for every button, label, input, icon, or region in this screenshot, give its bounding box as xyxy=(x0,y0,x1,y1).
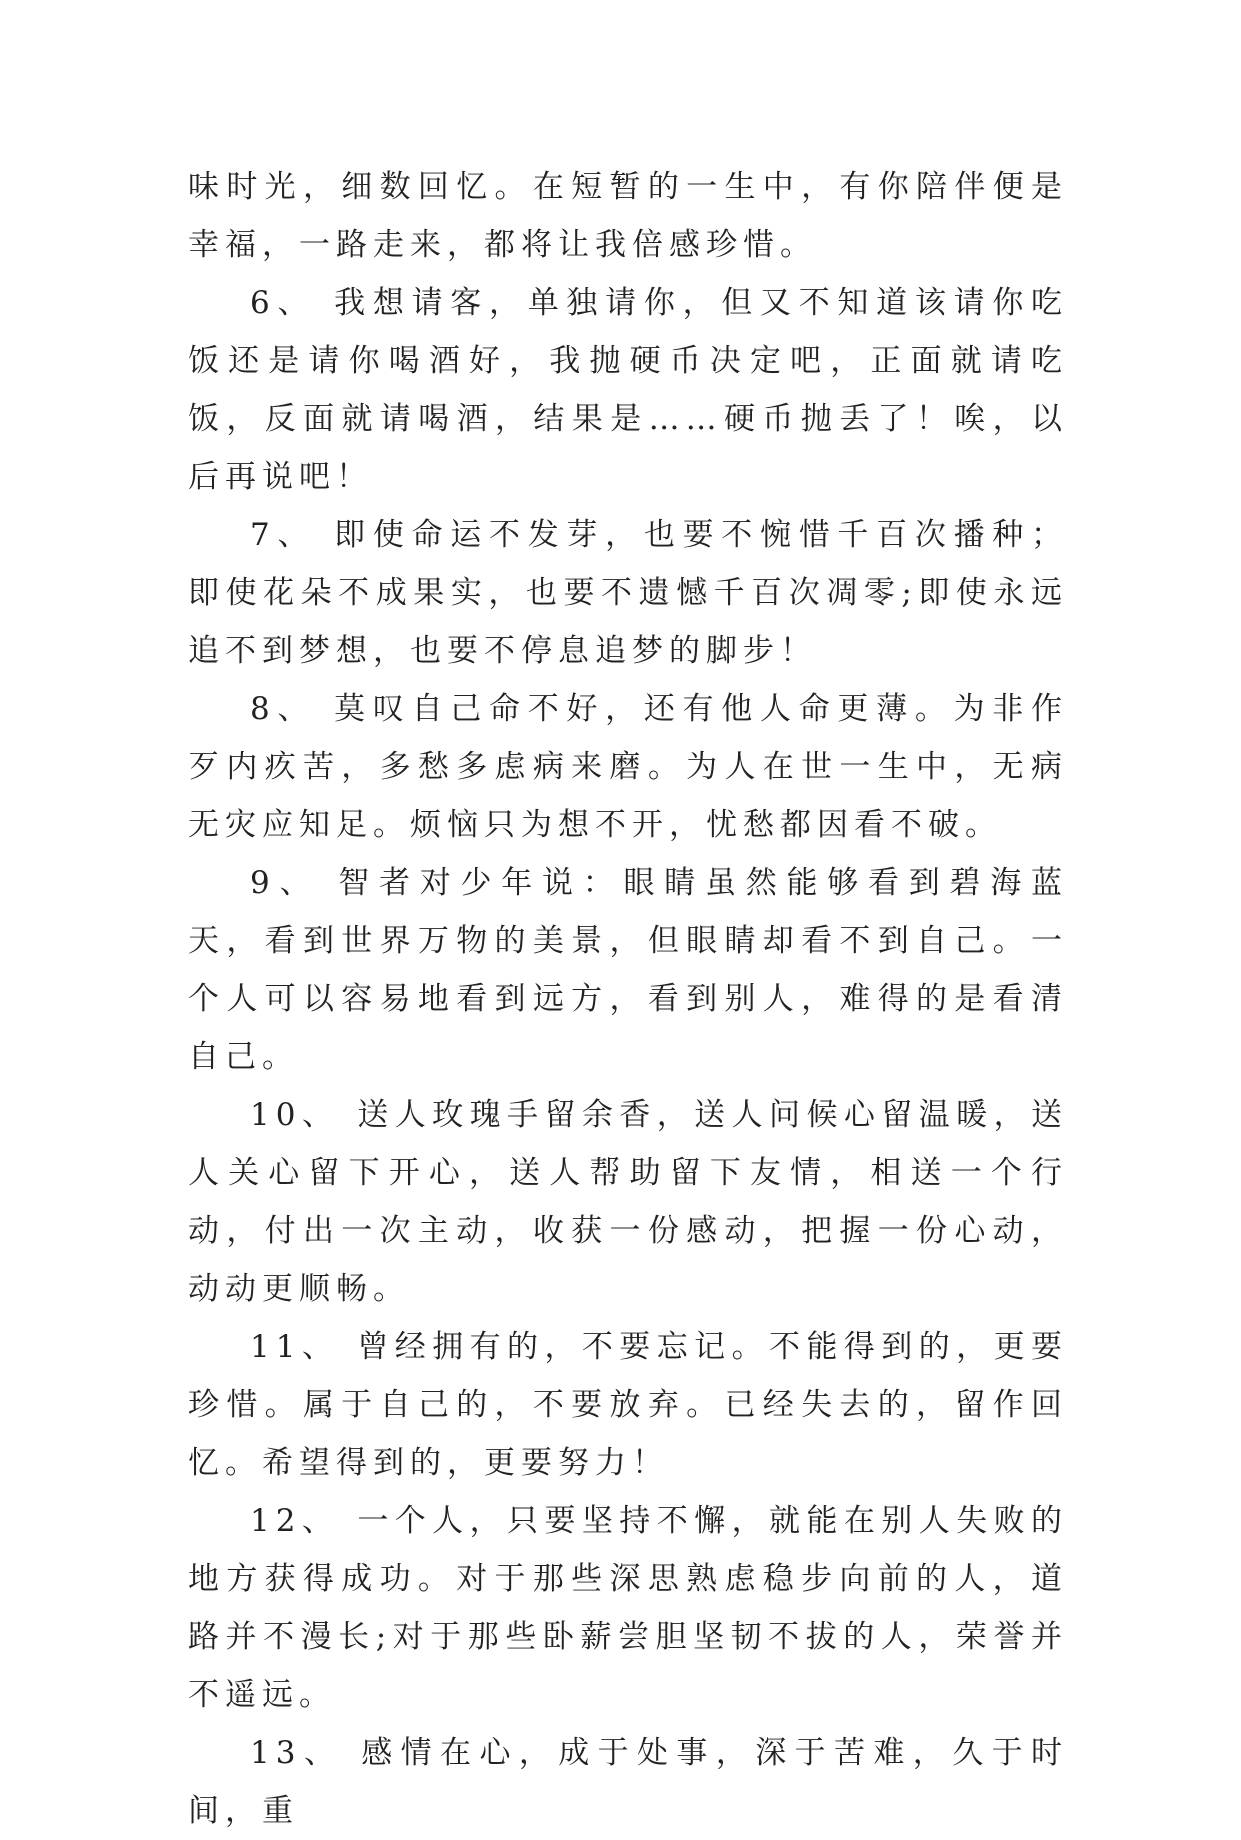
item-text: 智者对少年说：眼睛虽然能够看到碧海蓝天，看到世界万物的美景，但眼睛却看不到自己。一个人可以容易地看到远方，看到别人，难得的是看清自己。 xyxy=(188,865,1068,1075)
item-number: 13、 xyxy=(250,1735,344,1771)
item-number: 10、 xyxy=(250,1097,340,1133)
item-text: 曾经拥有的，不要忘记。不能得到的，更要珍惜。属于自己的，不要放弃。已经失去的，留作回忆。希望得到的，更要努力！ xyxy=(188,1329,1069,1481)
item-number: 7、 xyxy=(250,517,317,553)
item-number: 6、 xyxy=(250,285,317,321)
list-item-12 xyxy=(188,1492,1068,1724)
list-item-13 xyxy=(188,1724,1068,1840)
list-item-11 xyxy=(188,1318,1068,1492)
list-item-9 xyxy=(188,854,1068,1086)
list-item-7 xyxy=(188,506,1068,680)
item-text: 送人玫瑰手留余香，送人问候心留温暖，送人关心留下开心，送人帮助留下友情，相送一个行动，付出一次主动，收获一份感动，把握一份心动，动动更顺畅。 xyxy=(188,1097,1069,1307)
item-number: 11、 xyxy=(250,1329,340,1365)
item-number: 9、 xyxy=(250,865,321,901)
continuation-paragraph: 味时光，细数回忆。在短暂的一生中，有你陪伴便是幸福，一路走来，都将让我倍感珍惜。 xyxy=(188,169,1068,263)
item-text: 感情在心，成于处事，深于苦难，久于时间，重 xyxy=(188,1735,1069,1829)
item-text: 即使命运不发芽，也要不惋惜千百次播种；即使花朵不成果实，也要不遗憾千百次凋零;即使永远追不到梦想，也要不停息追梦的脚步！ xyxy=(188,517,1068,669)
item-number: 8、 xyxy=(250,691,317,727)
list-item-8 xyxy=(188,680,1068,854)
list-item-6 xyxy=(188,274,1068,506)
list-item-10 xyxy=(188,1086,1068,1318)
item-text: 一个人，只要坚持不懈，就能在别人失败的地方获得成功。对于那些深思熟虑稳步向前的人，道路并不漫长;对于那些卧薪尝胆坚韧不拔的人，荣誉并不遥远。 xyxy=(188,1503,1069,1713)
item-text: 我想请客，单独请你，但又不知道该请你吃饭还是请你喝酒好，我抛硬币决定吧，正面就请吃饭，反面就请喝酒，结果是……硬币抛丢了！唉，以后再说吧！ xyxy=(188,285,1068,495)
item-text: 莫叹自己命不好，还有他人命更薄。为非作歹内疚苦，多愁多虑病来磨。为人在世一生中，无病无灾应知足。烦恼只为想不开，忧愁都因看不破。 xyxy=(188,691,1068,843)
item-number: 12、 xyxy=(250,1503,340,1539)
document-body xyxy=(188,158,1068,1840)
